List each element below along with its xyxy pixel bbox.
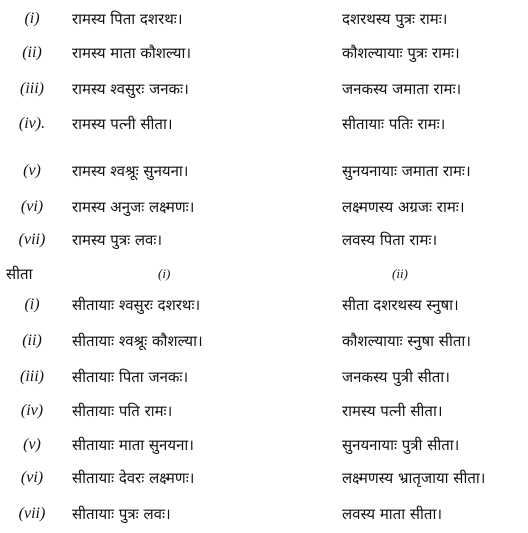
relation-left: रामस्य पत्नी सीता। (72, 115, 173, 133)
relation-right: सीता दशरथस्य स्नुषा। (342, 296, 459, 314)
sita-row-5 (0, 430, 528, 460)
relation-right: दशरथस्य पुत्रः रामः। (342, 10, 448, 28)
relation-left: सीतायाः माता सुनयना। (72, 436, 194, 454)
column-heading-2: (ii) (392, 266, 408, 281)
relation-right: जनकस्य पुत्री सीता। (342, 368, 450, 386)
column-heading-1: (i) (158, 266, 171, 281)
relation-right: कौशल्यायाः पुत्रः रामः। (342, 44, 460, 62)
row-number: (v) (23, 162, 41, 179)
row-number: (vi) (20, 198, 44, 215)
relation-right: रामस्य पत्नी सीता। (342, 402, 443, 420)
sita-row-7 (0, 499, 528, 529)
row-number: (vii) (18, 505, 46, 522)
sita-row-4 (0, 396, 528, 426)
relation-left: रामस्य माता कौशल्या। (72, 44, 192, 62)
relation-left: रामस्य पिता दशरथः। (72, 10, 183, 28)
relation-right: कौशल्यायाः स्नुषा सीता। (342, 332, 471, 350)
row-number: (v) (23, 436, 41, 453)
row-number: (iii) (20, 368, 44, 385)
relation-left: सीतायाः देवरः लक्ष्मणः। (72, 469, 195, 487)
relation-left: सीतायाः श्वसुरः दशरथः। (72, 296, 201, 314)
relation-right: सुनयनायाः जमाता रामः। (342, 162, 471, 180)
sita-row-3 (0, 362, 528, 392)
row-number: (ii) (22, 44, 42, 61)
row-number: (iv) (20, 402, 44, 419)
rama-row-2 (0, 38, 528, 68)
row-number: (i) (24, 10, 40, 27)
relation-left: रामस्य श्वश्रूः सुनयना। (72, 162, 189, 180)
sita-row-1 (0, 290, 528, 320)
row-number: (iii) (20, 80, 44, 97)
row-number: (vii) (18, 231, 46, 248)
relation-left: रामस्य पुत्रः लवः। (72, 231, 163, 249)
rama-row-5 (0, 156, 528, 186)
rama-row-1 (0, 4, 528, 34)
relation-left: सीतायाः पति रामः। (72, 402, 173, 420)
row-number: (iv). (18, 115, 46, 132)
rama-row-4 (0, 109, 528, 139)
rama-row-7 (0, 225, 528, 255)
rama-row-3 (0, 74, 528, 104)
relation-left: रामस्य श्वसुरः जनकः। (72, 80, 189, 98)
relation-right: लवस्य माता सीता। (342, 505, 443, 523)
relation-right: सुनयनायाः पुत्री सीता। (342, 436, 460, 454)
relation-right: लक्ष्मणस्य अग्रजः रामः। (342, 198, 465, 216)
sita-row-6 (0, 463, 528, 493)
section-label-sita: सीता (6, 265, 33, 283)
rama-row-6 (0, 192, 528, 222)
relation-right: लक्ष्मणस्य भ्रातृजाया सीता। (342, 469, 486, 487)
relation-left: रामस्य अनुजः लक्ष्मणः। (72, 198, 195, 216)
row-number: (i) (24, 296, 40, 313)
row-number: (vi) (20, 469, 44, 486)
relation-left: सीतायाः पिता जनकः। (72, 368, 189, 386)
relation-left: सीतायाः पुत्रः लवः। (72, 505, 171, 523)
relation-right: जनकस्य जमाता रामः। (342, 80, 462, 98)
row-number: (ii) (22, 332, 42, 349)
sita-row-2 (0, 326, 528, 356)
relation-left: सीतायाः श्वश्रूः कौशल्या। (72, 332, 203, 350)
relation-right: लवस्य पिता रामः। (342, 231, 438, 249)
relation-right: सीतायाः पतिः रामः। (342, 115, 446, 133)
